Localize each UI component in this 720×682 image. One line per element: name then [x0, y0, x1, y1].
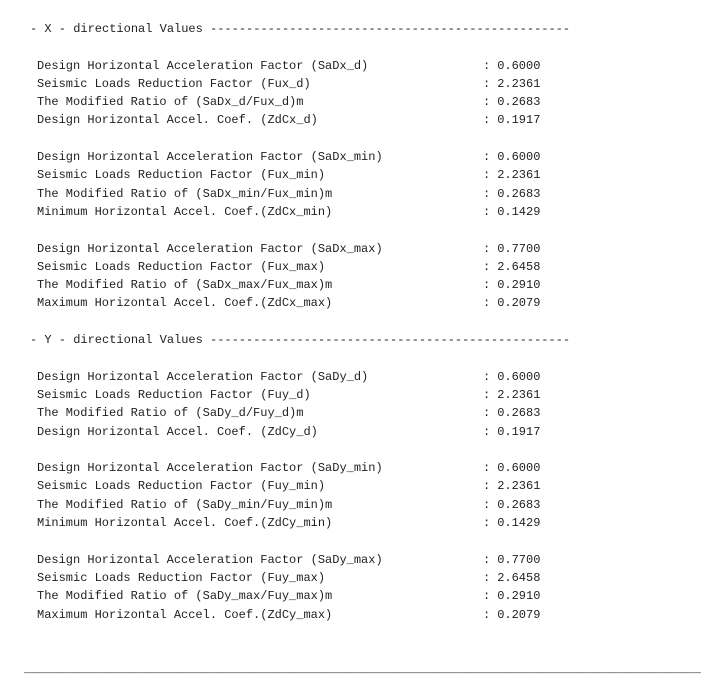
colon-separator: :: [483, 607, 491, 622]
row-value: 0.2683: [497, 186, 541, 201]
colon-separator: :: [483, 241, 491, 256]
y-max-group: [30, 551, 720, 624]
row-label: Design Horizontal Acceleration Factor (SaDx_max): [37, 241, 383, 256]
blank-line: [30, 349, 720, 367]
colon-separator: :: [483, 589, 491, 604]
row-label: Minimum Horizontal Accel. Coef.(ZdCy_min): [37, 516, 333, 531]
row-value: 2.6458: [497, 259, 541, 274]
colon-separator: :: [483, 150, 491, 165]
row-value: 0.1429: [497, 516, 541, 531]
footer-divider-line: ______________________________________________________________________________________________: [24, 662, 701, 677]
colon-separator: :: [483, 479, 491, 494]
row-label: The Modified Ratio of (SaDx_d/Fux_d)m: [37, 95, 304, 110]
row-label: Seismic Loads Reduction Factor (Fux_max): [37, 259, 326, 274]
row-value: 0.6000: [497, 461, 541, 476]
row-value: 0.1917: [497, 424, 541, 439]
row-label: Design Horizontal Acceleration Factor (SaDx_d): [37, 58, 369, 73]
row-value: 0.7700: [497, 552, 541, 567]
row-value: 0.6000: [497, 150, 541, 165]
x-max-group: [30, 240, 720, 313]
row-value: 2.2361: [497, 479, 541, 494]
colon-separator: :: [483, 424, 491, 439]
value-row: [30, 93, 720, 111]
value-row: [30, 477, 720, 495]
colon-separator: :: [483, 186, 491, 201]
value-row: [30, 404, 720, 422]
value-row: [30, 459, 720, 477]
value-row: [30, 386, 720, 404]
value-row: [30, 551, 720, 569]
blank-line: [30, 624, 720, 642]
colon-separator: :: [483, 570, 491, 585]
value-row: [30, 258, 720, 276]
colon-separator: :: [483, 369, 491, 384]
value-row: [30, 166, 720, 184]
row-value: 0.6000: [497, 369, 541, 384]
row-value: 0.1917: [497, 113, 541, 128]
row-label: The Modified Ratio of (SaDy_max/Fuy_max)m: [37, 589, 333, 604]
value-row: [30, 185, 720, 203]
row-value: 0.2683: [497, 497, 541, 512]
colon-separator: :: [483, 204, 491, 219]
row-label: Minimum Horizontal Accel. Coef.(ZdCx_min): [37, 204, 333, 219]
y-section-heading: - Y - directional Values --------------------------------------------------: [30, 333, 571, 348]
row-label: The Modified Ratio of (SaDy_min/Fuy_min)m: [37, 497, 333, 512]
row-value: 2.2361: [497, 387, 541, 402]
row-label: Design Horizontal Acceleration Factor (SaDy_d): [37, 369, 369, 384]
value-row: [30, 75, 720, 93]
value-row: [30, 423, 720, 441]
value-row: [30, 587, 720, 605]
colon-separator: :: [483, 168, 491, 183]
row-value: 0.2910: [497, 589, 541, 604]
blank-line: [30, 130, 720, 148]
row-label: Design Horizontal Accel. Coef. (ZdCy_d): [37, 424, 318, 439]
row-value: 0.7700: [497, 241, 541, 256]
row-label: Seismic Loads Reduction Factor (Fuy_max): [37, 570, 326, 585]
colon-separator: :: [483, 113, 491, 128]
row-value: 0.2910: [497, 278, 541, 293]
blank-line: [30, 642, 720, 660]
row-value: 0.2079: [497, 607, 541, 622]
blank-line: [30, 313, 720, 331]
row-label: Seismic Loads Reduction Factor (Fux_d): [37, 76, 311, 91]
value-row: [30, 496, 720, 514]
colon-separator: :: [483, 296, 491, 311]
value-row: [30, 514, 720, 532]
colon-separator: :: [483, 552, 491, 567]
row-label: Seismic Loads Reduction Factor (Fuy_d): [37, 387, 311, 402]
colon-separator: :: [483, 76, 491, 91]
row-value: 0.2079: [497, 296, 541, 311]
colon-separator: :: [483, 497, 491, 512]
row-label: Design Horizontal Accel. Coef. (ZdCx_d): [37, 113, 318, 128]
row-label: Seismic Loads Reduction Factor (Fuy_min): [37, 479, 326, 494]
row-label: The Modified Ratio of (SaDx_min/Fux_min)m: [37, 186, 333, 201]
value-row: [30, 203, 720, 221]
x-min-group: [30, 148, 720, 221]
y-design-group: [30, 368, 720, 441]
row-label: The Modified Ratio of (SaDy_d/Fuy_d)m: [37, 406, 304, 421]
row-value: 0.2683: [497, 95, 541, 110]
blank-line: [30, 441, 720, 459]
blank-line: [30, 221, 720, 239]
colon-separator: :: [483, 95, 491, 110]
row-value: 2.6458: [497, 570, 541, 585]
row-label: Design Horizontal Acceleration Factor (SaDy_min): [37, 461, 383, 476]
x-design-group: [30, 57, 720, 130]
value-row: [30, 240, 720, 258]
row-label: The Modified Ratio of (SaDx_max/Fux_max)m: [37, 278, 333, 293]
x-section-heading: - X - directional Values --------------------------------------------------: [30, 22, 571, 36]
colon-separator: :: [483, 387, 491, 402]
value-row: [30, 148, 720, 166]
blank-line: [30, 38, 720, 56]
row-value: 0.1429: [497, 204, 541, 219]
row-value: 0.6000: [497, 58, 541, 73]
value-row: [30, 111, 720, 129]
y-min-group: [30, 459, 720, 532]
row-label: Maximum Horizontal Accel. Coef.(ZdCy_max): [37, 607, 333, 622]
row-value: 2.2361: [497, 168, 541, 183]
value-row: [30, 276, 720, 294]
value-row: [30, 569, 720, 587]
row-label: Maximum Horizontal Accel. Coef.(ZdCx_max): [37, 296, 333, 311]
colon-separator: :: [483, 58, 491, 73]
colon-separator: :: [483, 278, 491, 293]
row-value: 0.2683: [497, 406, 541, 421]
colon-separator: :: [483, 259, 491, 274]
row-value: 2.2361: [497, 76, 541, 91]
value-row: [30, 606, 720, 624]
colon-separator: :: [483, 461, 491, 476]
row-label: Design Horizontal Acceleration Factor (SaDx_min): [37, 150, 383, 165]
value-row: [30, 57, 720, 75]
value-row: [30, 368, 720, 386]
row-label: Seismic Loads Reduction Factor (Fux_min): [37, 168, 326, 183]
blank-line: [30, 532, 720, 550]
value-row: [30, 294, 720, 312]
row-label: Design Horizontal Acceleration Factor (SaDy_max): [37, 552, 383, 567]
colon-separator: :: [483, 516, 491, 531]
colon-separator: :: [483, 406, 491, 421]
